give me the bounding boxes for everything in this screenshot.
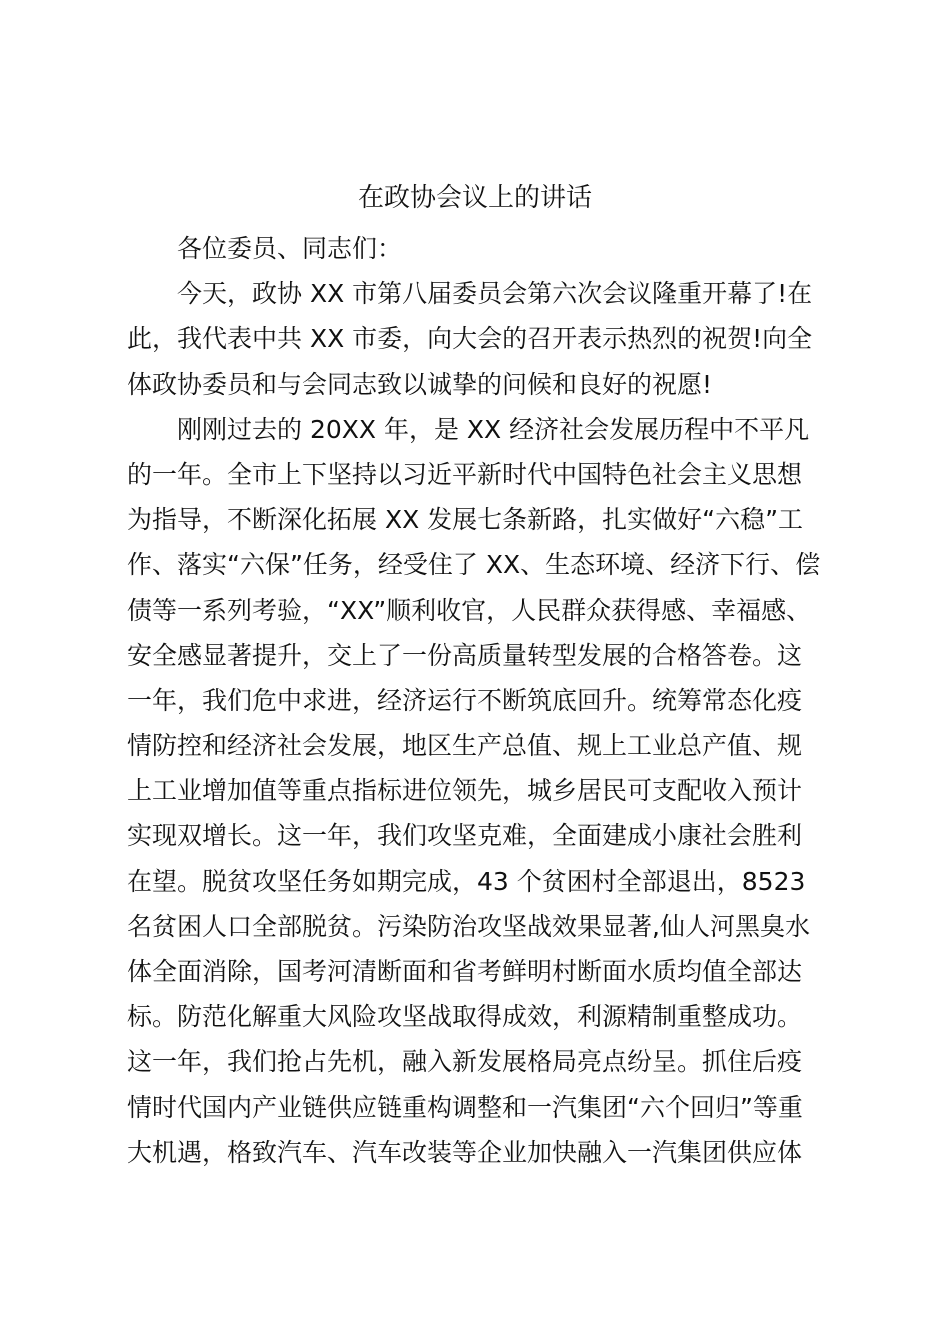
- text-line: 体全面消除，国考河清断面和省考鲜明村断面水质均值全部达: [127, 957, 803, 986]
- text-line: 名贫困人口全部脱贫。污染防治攻坚战效果显著,仙人河黑臭水: [127, 911, 810, 941]
- document-title: 在政协会议上的讲话: [357, 183, 592, 213]
- document-body: [127, 226, 827, 1175]
- text-line: 的一年。全市上下坚持以习近平新时代中国特色社会主义思想: [127, 459, 803, 489]
- text-line: 大机遇，格致汽车、汽车改装等企业加快融入一汽集团供应体: [127, 1137, 803, 1167]
- text-line: 上工业增加值等重点指标进位领先，城乡居民可支配收入预计: [127, 776, 803, 806]
- text-line: 在望。脱贫攻坚任务如期完成，43 个贫困村全部退出，8523: [127, 866, 806, 896]
- text-line: 情时代国内产业链供应链重构调整和一汽集团“六个回归”等重: [127, 1092, 803, 1122]
- text-line: 为指导，不断深化拓展 XX 发展七条新路，扎实做好“六稳”工: [127, 505, 804, 535]
- text-line: 刚刚过去的 20XX 年，是 XX 经济社会发展历程中不平凡: [177, 414, 810, 444]
- text-line: 这一年，我们抢占先机，融入新发展格局亮点纷呈。抓住后疫: [127, 1047, 803, 1077]
- text-line: 情防控和经济社会发展，地区生产总值、规上工业总产值、规: [127, 731, 803, 761]
- text-line: 今天，政协 XX 市第八届委员会第六次会议隆重开幕了!在: [177, 279, 813, 309]
- text-line: 一年，我们危中求进，经济运行不断筑底回升。统筹常态化疫: [127, 685, 803, 715]
- text-line: 作、落实“六保”任务，经受住了 XX、生态环境、经济下行、偿: [127, 550, 821, 580]
- text-line: 各位委员、同志们：: [177, 234, 403, 263]
- text-line: 此，我代表中共 XX 市委，向大会的召开表示热烈的祝贺!向全: [127, 324, 813, 354]
- text-line: 安全感显著提升，交上了一份高质量转型发展的合格答卷。这: [127, 640, 803, 670]
- text-line: 标。防范化解重大风险攻坚战取得成效，利源精制重整成功。: [127, 1002, 803, 1032]
- text-line: 实现双增长。这一年，我们攻坚克难，全面建成小康社会胜利: [127, 821, 803, 851]
- text-line: 体政协委员和与会同志致以诚挚的问候和良好的祝愿!: [127, 369, 713, 399]
- text-line: 债等一系列考验，“XX”顺利收官，人民群众获得感、幸福感、: [127, 595, 812, 625]
